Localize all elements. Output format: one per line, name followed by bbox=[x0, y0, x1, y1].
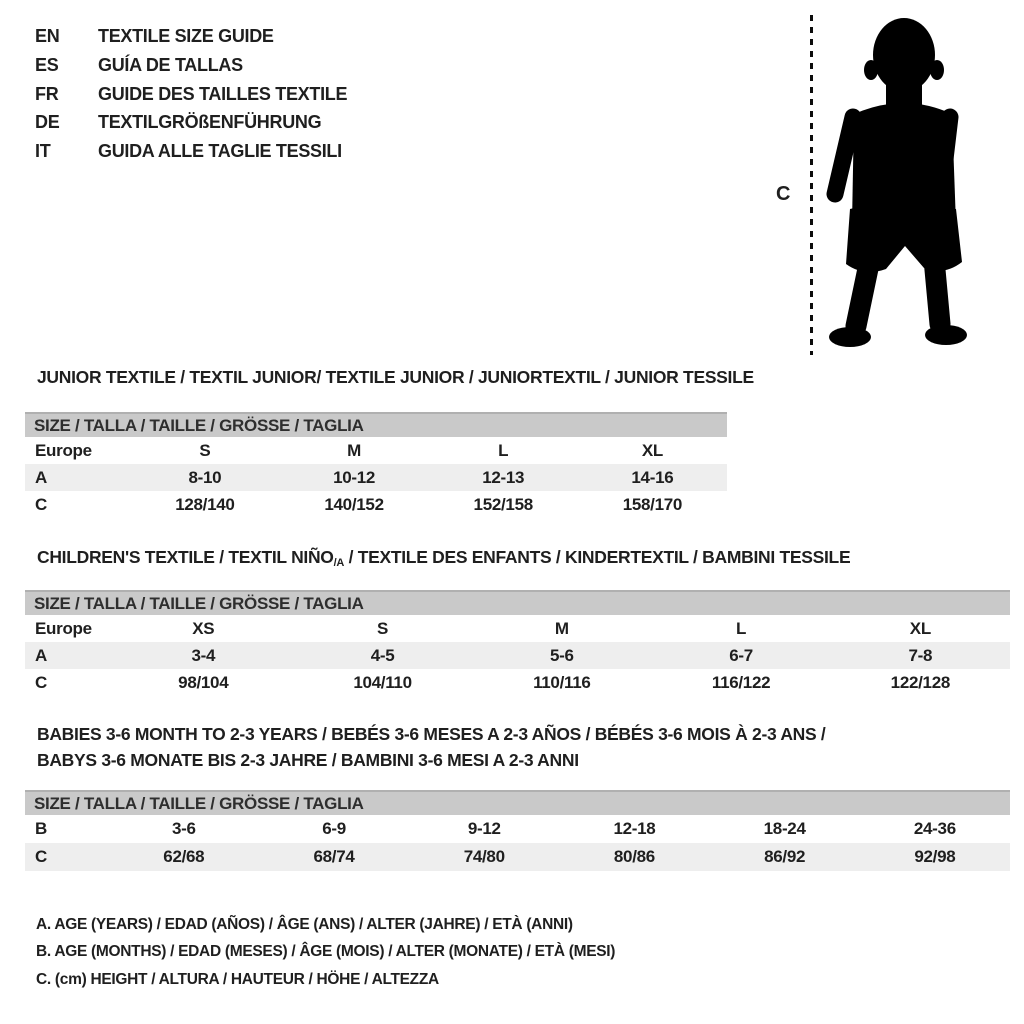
table-cell: 8-10 bbox=[188, 467, 222, 487]
table-cell: 140/152 bbox=[324, 494, 384, 514]
table-cell: 3-6 bbox=[171, 819, 196, 838]
table-cell: 4-5 bbox=[370, 645, 395, 665]
language-row-en bbox=[35, 22, 347, 51]
table-cell: 110/116 bbox=[533, 672, 591, 692]
table-cell: 7-8 bbox=[908, 645, 933, 665]
row-label: Europe bbox=[35, 440, 92, 460]
junior-section-title: JUNIOR TEXTILE / TEXTIL JUNIOR/ TEXTILE JUNIOR / JUNIORTEXTIL / JUNIOR TESSILE bbox=[37, 367, 754, 387]
language-row-es bbox=[35, 51, 347, 80]
language-code: DE bbox=[35, 112, 60, 133]
language-label: GUIDA ALLE TAGLIE TESSILI bbox=[98, 141, 342, 162]
table-cell: 5-6 bbox=[549, 645, 574, 665]
junior-size-table bbox=[25, 412, 727, 518]
table-row bbox=[25, 491, 727, 518]
table-cell: 18-24 bbox=[763, 819, 806, 838]
table-cell: M bbox=[347, 440, 361, 460]
table-cell: 68/74 bbox=[313, 847, 355, 866]
table-cell: 6-7 bbox=[729, 645, 753, 665]
table-cell: 92/98 bbox=[914, 847, 956, 866]
row-label: B bbox=[35, 819, 47, 838]
row-label: C bbox=[35, 847, 47, 866]
footnotes bbox=[36, 911, 615, 993]
table-cell: 10-12 bbox=[333, 467, 376, 487]
row-label: A bbox=[35, 467, 47, 487]
row-label: Europe bbox=[35, 618, 92, 638]
measure-label-c: C bbox=[776, 183, 791, 205]
table-cell: XS bbox=[192, 618, 215, 638]
table-cell: XL bbox=[641, 440, 663, 460]
table-row bbox=[25, 843, 1010, 871]
table-cell: 24-36 bbox=[913, 819, 956, 838]
table-cell: XL bbox=[909, 618, 931, 638]
footnote-b: B. AGE (MONTHS) / EDAD (MESES) / ÂGE (MOIS) / ALTER (MONATE) / ETÀ (MESI) bbox=[36, 943, 616, 961]
table-cell: 80/86 bbox=[613, 847, 655, 866]
babies-section-title bbox=[37, 722, 826, 773]
table-row bbox=[25, 437, 727, 464]
size-header-bar: SIZE / TALLA / TAILLE / GRÖSSE / TAGLIA bbox=[25, 790, 1010, 815]
table-cell: 62/68 bbox=[163, 847, 205, 866]
table-cell: S bbox=[199, 440, 211, 460]
table-cell: 122/128 bbox=[890, 672, 951, 692]
table-cell: 6-9 bbox=[322, 819, 346, 838]
language-row-it bbox=[35, 137, 347, 166]
language-code: FR bbox=[35, 83, 59, 104]
toddler-silhouette-icon bbox=[826, 14, 972, 354]
footnote-a: A. AGE (YEARS) / EDAD (AÑOS) / ÂGE (ANS) / ALTER (JAHRE) / ETÀ (ANNI) bbox=[36, 916, 573, 933]
table-cell: L bbox=[498, 440, 509, 460]
table-cell: 12-13 bbox=[482, 467, 525, 487]
babies-size-table bbox=[25, 790, 1010, 871]
footnote-c: C. (cm) HEIGHT / ALTURA / HAUTEUR / HÖHE / ALTEZZA bbox=[36, 970, 439, 988]
language-code: ES bbox=[35, 54, 59, 75]
language-code: IT bbox=[35, 141, 51, 162]
table-cell: 98/104 bbox=[178, 672, 229, 692]
language-label: GUIDE DES TAILLES TEXTILE bbox=[98, 83, 348, 104]
table-row bbox=[25, 464, 727, 491]
language-guide-list bbox=[35, 22, 347, 166]
table-cell: 14-16 bbox=[631, 467, 674, 487]
table-cell: 152/158 bbox=[473, 494, 533, 514]
babies-title-line1: BABIES 3-6 MONTH TO 2-3 YEARS / BEBÉS 3-6 MESES A 2-3 AÑOS / BÉBÉS 3-6 MOIS À 2-3 ANS / bbox=[37, 724, 826, 744]
language-row-fr bbox=[35, 80, 347, 109]
language-code: EN bbox=[35, 26, 60, 46]
childrens-title-sub: /A bbox=[333, 557, 345, 569]
language-label: TEXTILE SIZE GUIDE bbox=[98, 26, 274, 46]
table-row bbox=[25, 615, 1010, 642]
table-cell: 74/80 bbox=[463, 847, 505, 866]
size-header-bar: SIZE / TALLA / TAILLE / GRÖSSE / TAGLIA bbox=[25, 590, 1010, 615]
table-cell: 12-18 bbox=[613, 819, 656, 838]
table-cell: 116/122 bbox=[711, 672, 771, 692]
size-header-bar: SIZE / TALLA / TAILLE / GRÖSSE / TAGLIA bbox=[25, 412, 727, 437]
table-cell: 3-4 bbox=[191, 645, 216, 665]
table-cell: 9-12 bbox=[467, 819, 501, 838]
childrens-section-title bbox=[37, 547, 850, 569]
height-measure-dotted-line bbox=[810, 15, 813, 355]
babies-title-line2: BABYS 3-6 MONATE BIS 2-3 JAHRE / BAMBINI 3-6 MESI A 2-3 ANNI bbox=[37, 749, 579, 770]
row-label: C bbox=[35, 494, 47, 514]
table-cell: 86/92 bbox=[764, 847, 806, 866]
childrens-title-post: / TEXTILE DES ENFANTS / KINDERTEXTIL / BAMBINI TESSILE bbox=[344, 547, 851, 567]
table-cell: 158/170 bbox=[622, 494, 683, 514]
language-label: TEXTILGRÖßENFÜHRUNG bbox=[98, 112, 322, 133]
table-row bbox=[25, 669, 1010, 696]
language-row-de bbox=[35, 108, 347, 137]
table-cell: M bbox=[554, 618, 569, 638]
childrens-size-table bbox=[25, 590, 1010, 696]
table-cell: L bbox=[736, 618, 747, 638]
table-cell: S bbox=[377, 618, 389, 638]
childrens-title-pre: CHILDREN'S TEXTILE / TEXTIL NIÑO bbox=[37, 547, 334, 567]
row-label: A bbox=[35, 645, 47, 665]
table-cell: 128/140 bbox=[175, 494, 235, 514]
table-row bbox=[25, 642, 1010, 669]
table-cell: 104/110 bbox=[353, 672, 412, 692]
row-label: C bbox=[35, 672, 47, 692]
language-label: GUÍA DE TALLAS bbox=[98, 54, 243, 75]
table-row bbox=[25, 815, 1010, 843]
